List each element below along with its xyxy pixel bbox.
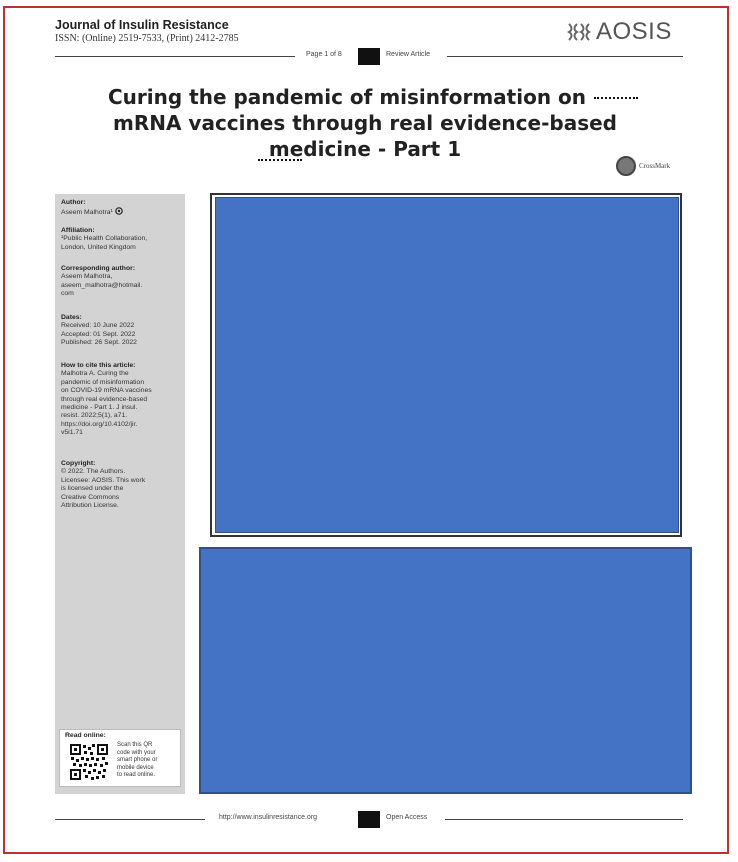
corresponding-email-end[interactable]: com xyxy=(61,290,74,298)
journal-header xyxy=(55,18,239,44)
crossmark-icon xyxy=(616,156,636,176)
header-rule xyxy=(55,48,683,66)
cite-line: pandemic of misinformation xyxy=(61,378,145,386)
qr-line: to read online. xyxy=(117,772,156,779)
corresponding-author-block xyxy=(61,265,181,299)
affiliation-line: ¹Public Health Collaboration, xyxy=(61,235,148,243)
crossmark-label: CrossMark xyxy=(639,162,671,170)
journal-url[interactable]: http://www.insulinresistance.org xyxy=(219,814,318,821)
author-row xyxy=(61,207,181,217)
cite-line: on COVID-19 mRNA vaccines xyxy=(61,387,152,395)
corresponding-heading: Corresponding author: xyxy=(61,265,136,272)
article-title xyxy=(60,84,670,162)
title-line-1: Curing the pandemic of misinformation on xyxy=(108,85,586,109)
redaction-block-top xyxy=(215,197,679,533)
cite-line: through real evidence-based xyxy=(61,395,148,403)
aosis-logo-icon xyxy=(566,21,592,43)
footer-rule xyxy=(55,811,683,829)
footer-marker xyxy=(358,811,380,828)
crossmark-badge[interactable] xyxy=(616,156,670,176)
copyright-line: is licensed under the xyxy=(61,485,124,493)
doi-link-end[interactable]: v5i1.71 xyxy=(61,429,83,437)
header-marker xyxy=(358,48,380,65)
dotted-mark-1 xyxy=(594,97,638,99)
qr-code-icon[interactable] xyxy=(69,743,109,781)
dotted-mark-2 xyxy=(258,159,302,161)
qr-line: Scan this QR xyxy=(117,742,153,748)
cite-line: medicine - Part 1. J insul. xyxy=(61,404,138,412)
page-label: Page 1 of 8 xyxy=(306,51,342,58)
author-block xyxy=(61,199,181,218)
logo-text: AOSIS xyxy=(596,18,672,45)
doi-link[interactable]: https://doi.org/10.4102/jir. xyxy=(61,420,138,428)
qr-instructions xyxy=(117,742,179,780)
title-line-2: mRNA vaccines through real evidence-based xyxy=(113,111,617,135)
copyright-block xyxy=(61,460,181,510)
corresponding-email[interactable]: aseem_malhotra@hotmail. xyxy=(61,281,143,289)
qr-line: code with your xyxy=(117,749,156,756)
date-received: Received: 10 June 2022 xyxy=(61,322,135,330)
affiliation-heading: Affiliation: xyxy=(61,227,95,234)
copyright-line: © 2022. The Authors. xyxy=(61,468,126,476)
copyright-line: Attribution License. xyxy=(61,502,119,510)
issn: ISSN: (Online) 2519-7533, (Print) 2412-2785 xyxy=(55,33,239,44)
cite-line: Malhotra A. Curing the xyxy=(61,370,129,378)
read-online-box xyxy=(59,729,181,787)
orcid-icon[interactable] xyxy=(115,207,123,215)
open-access-label: Open Access xyxy=(386,814,428,821)
date-published: Published: 26 Sept. 2022 xyxy=(61,339,137,347)
article-type: Review Article xyxy=(386,51,430,58)
corresponding-line: Aseem Malhotra, xyxy=(61,273,113,281)
cite-line: resist. 2022;5(1), a71. xyxy=(61,412,128,420)
cite-heading: How to cite this article: xyxy=(61,362,136,369)
copyright-heading: Copyright: xyxy=(61,460,96,467)
author-name: Aseem Malhotra¹ xyxy=(61,209,113,217)
copyright-line: Licensee: AOSIS. This work xyxy=(61,476,146,484)
copyright-line: Creative Commons xyxy=(61,493,120,501)
read-online-heading: Read online: xyxy=(65,732,106,739)
article-info-sidebar xyxy=(55,194,185,794)
qr-line: mobile device xyxy=(117,764,154,771)
redaction-block-bottom xyxy=(199,547,692,794)
citation-block xyxy=(61,362,181,438)
title-line-3: medicine - Part 1 xyxy=(268,137,462,161)
dates-heading: Dates: xyxy=(61,314,82,321)
affiliation-block xyxy=(61,227,181,252)
author-heading: Author: xyxy=(61,199,86,206)
journal-title: Journal of Insulin Resistance xyxy=(55,18,229,32)
qr-line: smart phone or xyxy=(117,757,158,764)
aosis-logo xyxy=(566,18,672,46)
dates-block xyxy=(61,314,181,348)
affiliation-line: London, United Kingdom xyxy=(61,243,136,251)
date-accepted: Accepted: 01 Sept. 2022 xyxy=(61,330,136,338)
